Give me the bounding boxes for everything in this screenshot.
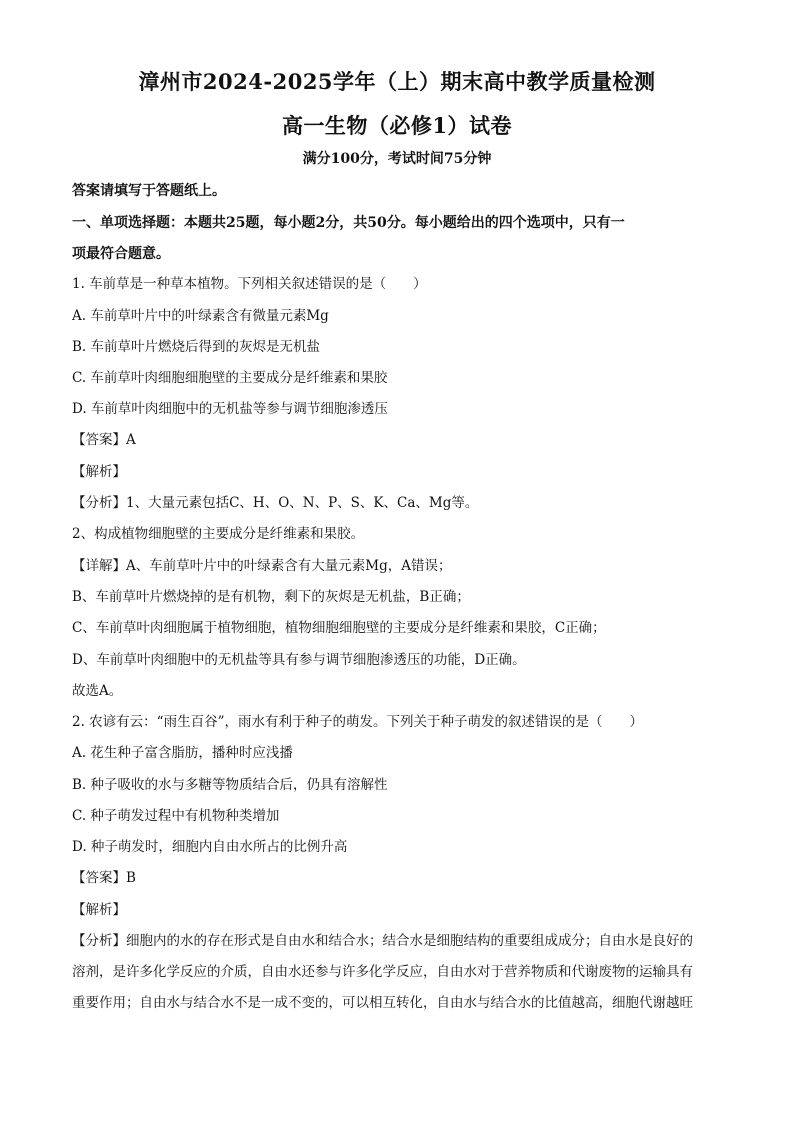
question-1-option-d: D. 车前草叶肉细胞中的无机盐等参与调节细胞渗透压 — [72, 401, 388, 417]
question-2-analysis-label: 【解析】 — [72, 902, 126, 918]
question-2-answer: 【答案】B — [72, 870, 136, 886]
question-2-analysis-line: 重要作用；自由水与结合水不是一成不变的，可以相互转化，自由水与结合水的比值越高，细胞代谢越旺 — [72, 995, 693, 1011]
question-1-analysis-label: 【解析】 — [72, 464, 126, 480]
question-1-answer: 【答案】A — [72, 432, 136, 448]
question-2-option-c: C. 种子萌发过程中有机物种类增加 — [72, 808, 280, 824]
question-1-analysis-line: 【分析】1、大量元素包括C、H、O、N、P、S、K、Ca、Mg等。 — [72, 495, 479, 511]
question-1-option-a: A. 车前草叶片中的叶绿素含有微量元素Mg — [72, 308, 329, 324]
exam-title: 漳州市2024-2025学年（上）期末高中教学质量检测 — [138, 69, 656, 94]
section-heading-line-1: 一、单项选择题：本题共25题，每小题2分，共50分。每小题给出的四个选项中，只有一 — [72, 215, 625, 231]
question-2-option-b: B. 种子吸收的水与多糖等物质结合后，仍具有溶解性 — [72, 777, 388, 793]
question-1-detail-line: 【详解】A、车前草叶片中的叶绿素含有大量元素Mg，A错误； — [72, 558, 452, 574]
answer-instruction: 答案请填写于答题纸上。 — [72, 183, 226, 199]
question-2-option-a: A. 花生种子富含脂肪，播种时应浅播 — [72, 745, 293, 761]
question-1-conclusion: 故选A。 — [72, 683, 123, 699]
question-1-detail-line: C、车前草叶肉细胞属于植物细胞，植物细胞细胞壁的主要成分是纤维素和果胶，C正确； — [72, 620, 606, 636]
question-1-detail-line: D、车前草叶肉细胞中的无机盐等具有参与调节细胞渗透压的功能，D正确。 — [72, 652, 526, 668]
question-1-option-b: B. 车前草叶片燃烧后得到的灰烬是无机盐 — [72, 339, 321, 355]
question-2-stem: 2. 农谚有云：“雨生百谷”，雨水有利于种子的萌发。下列关于种子萌发的叙述错误的是（ ） — [72, 714, 643, 730]
question-2-analysis-line: 溶剂，是许多化学反应的介质，自由水还参与许多化学反应，自由水对于营养物质和代谢废物的运输具有 — [72, 964, 693, 980]
exam-subtitle: 高一生物（必修1）试卷 — [281, 113, 513, 138]
question-1-detail-line: B、车前草叶片燃烧掉的是有机物，剩下的灰烬是无机盐，B正确； — [72, 589, 470, 605]
question-1-stem: 1. 车前草是一种草本植物。下列相关叙述错误的是（ ） — [72, 276, 427, 292]
score-time-note: 满分100分，考试时间75分钟 — [302, 151, 492, 167]
question-2-analysis-line: 【分析】细胞内的水的存在形式是自由水和结合水；结合水是细胞结构的重要组成成分；自由水是良好的 — [72, 933, 693, 949]
question-1-option-c: C. 车前草叶肉细胞细胞壁的主要成分是纤维素和果胶 — [72, 370, 388, 386]
question-2-option-d: D. 种子萌发时，细胞内自由水所占的比例升高 — [72, 839, 348, 855]
question-1-analysis-line: 2、构成植物细胞壁的主要成分是纤维素和果胶。 — [72, 526, 365, 542]
section-heading-line-2: 项最符合题意。 — [72, 246, 170, 262]
